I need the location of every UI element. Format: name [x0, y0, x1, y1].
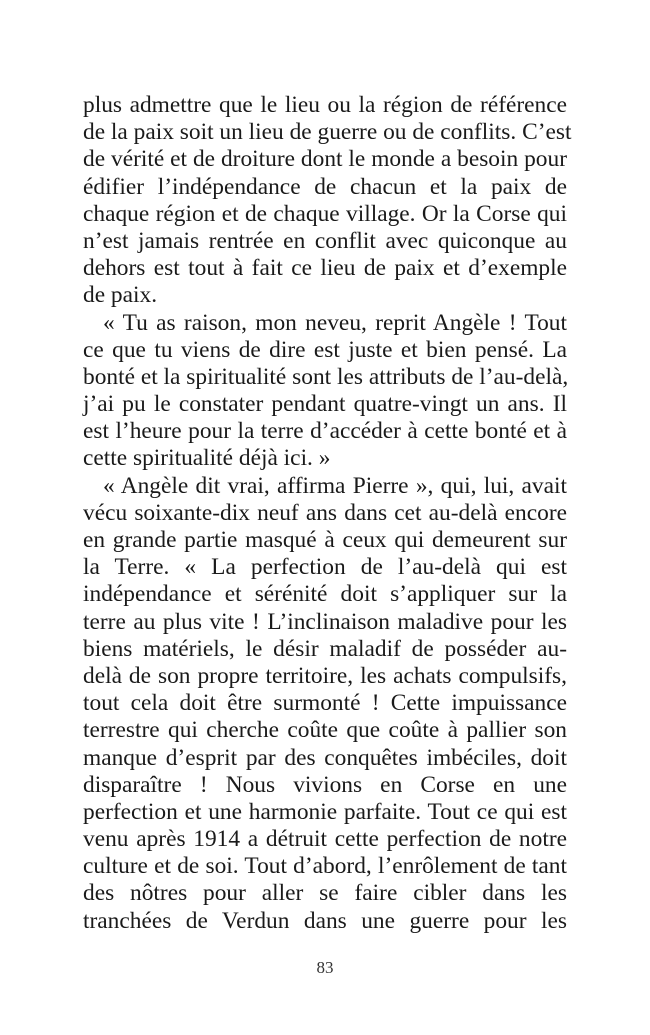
text-line: bonté et la spiritualité sont les attributs de l’au-delà,: [83, 363, 569, 390]
text-line: plus admettre que le lieu ou la région de référence: [83, 92, 567, 118]
text-line: « Angèle dit vrai, affirma Pierre », qui, lui, avait: [103, 472, 567, 499]
text-line: la Terre. « La perfection de l’au-delà qui est: [83, 554, 567, 581]
text-line: delà de son propre territoire, les achats compulsifs,: [83, 662, 567, 689]
text-line: perfection et une harmonie parfaite. Tout ce qui est: [83, 798, 567, 825]
text-line: édifier l’indépendance de chacun et la paix de: [83, 173, 567, 200]
text-line: des nôtres pour aller se faire cibler dans les: [83, 880, 567, 907]
text-line: disparaître ! Nous vivions en Corse en une: [83, 771, 567, 798]
text-line: de la paix soit un lieu de guerre ou de conflits. C’est: [83, 119, 572, 146]
text-line: de paix.: [83, 282, 158, 309]
text-line: en grande partie masqué à ceux qui demeurent sur: [83, 527, 567, 553]
text-line: vécu soixante-dix neuf ans dans cet au-delà encore: [83, 499, 567, 526]
text-line: « Tu as raison, mon neveu, reprit Angèle ! Tout: [103, 309, 567, 336]
text-line: est l’heure pour la terre d’accéder à cette bonté et à: [83, 418, 567, 445]
text-line: terre au plus vite ! L’inclinaison maladive pour les: [83, 608, 567, 635]
body-text: [83, 92, 572, 935]
text-line: j’ai pu le constater pendant quatre-vingt un ans. Il: [83, 391, 567, 418]
text-line: ce que tu viens de dire est juste et bien pensé. La: [83, 336, 567, 363]
text-line: manque d’esprit par des conquêtes imbéciles, doit: [83, 744, 567, 771]
paragraph-3: [83, 473, 567, 935]
text-line: n’est jamais rentrée en conflit avec quiconque au: [83, 227, 567, 254]
text-line: dehors est tout à fait ce lieu de paix et d’exemple: [83, 255, 567, 282]
paragraph-1: [83, 92, 572, 310]
text-line: chaque région et de chaque village. Or la Corse qui: [83, 200, 567, 227]
text-line: de vérité et de droiture dont le monde a besoin pour: [83, 146, 567, 173]
paragraph-2: [83, 310, 567, 473]
text-line: biens matériels, le désir maladif de posséder au-: [83, 635, 567, 662]
text-line: indépendance et sérénité doit s’appliquer sur la: [83, 581, 567, 608]
text-line: cette spiritualité déjà ici. »: [83, 445, 331, 472]
page-number: 83: [316, 958, 334, 977]
text-line: tout cela doit être surmonté ! Cette impuissance: [83, 690, 567, 717]
text-line: terrestre qui cherche coûte que coûte à pallier son: [83, 717, 567, 744]
text-line: culture et de soi. Tout d’abord, l’enrôlement de tant: [83, 853, 567, 880]
text-line: venu après 1914 a détruit cette perfection de notre: [83, 826, 567, 853]
text-line: tranchées de Verdun dans une guerre pour les: [83, 907, 567, 934]
